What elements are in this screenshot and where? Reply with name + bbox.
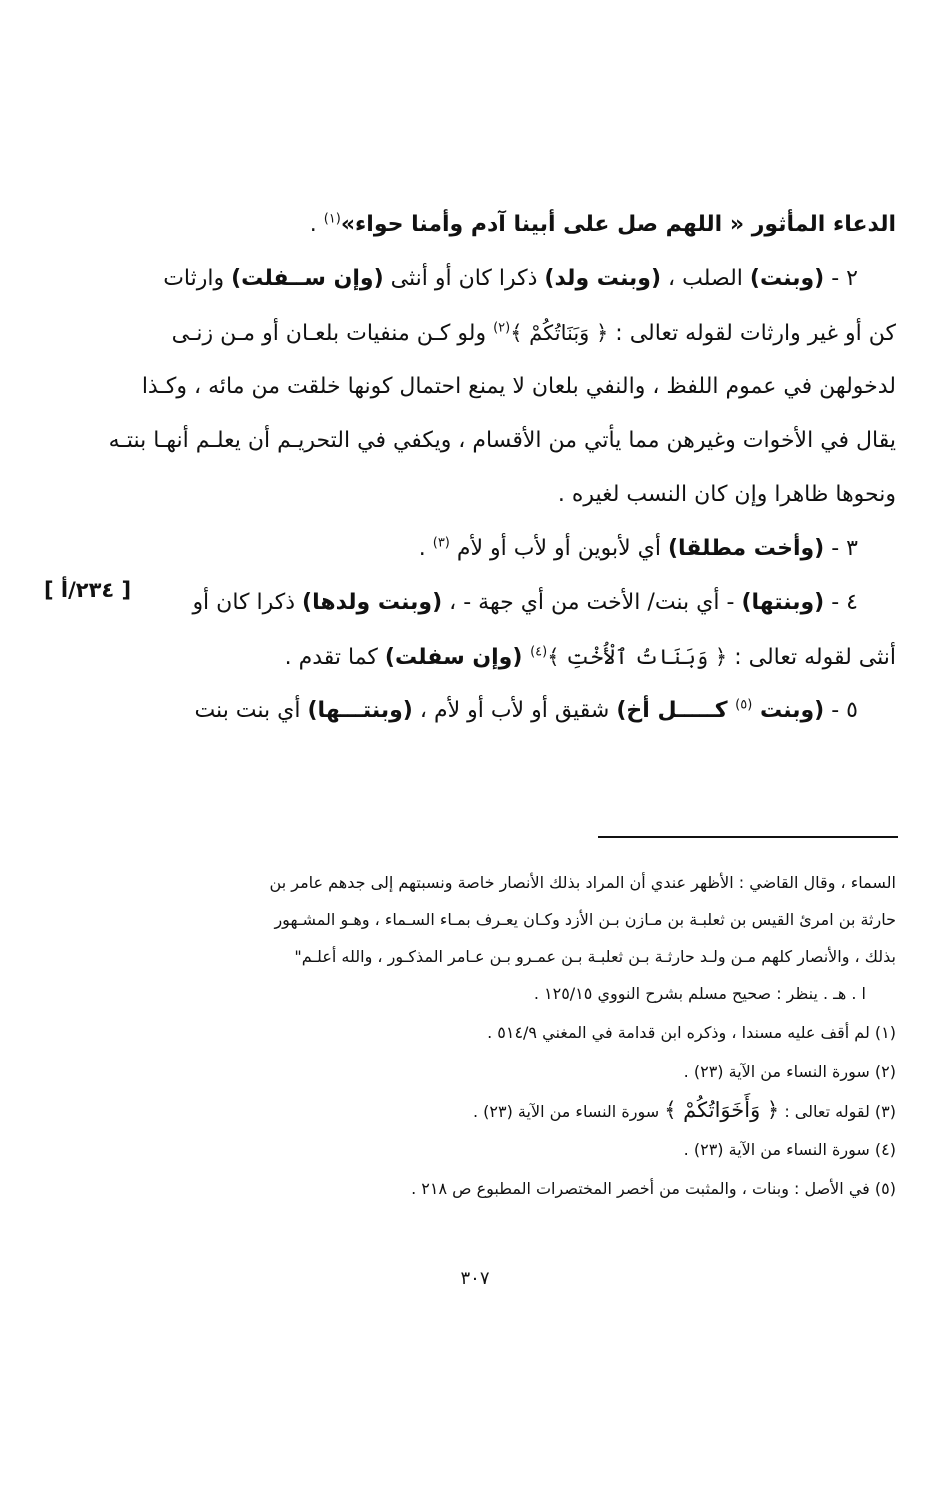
matn-term: (وبنتها) xyxy=(741,590,825,615)
footnote-text: (٣) لقوله تعالى : xyxy=(779,1102,896,1121)
text-segment: لدخولهن في عموم اللفظ ، والنفي بلعان لا يمنع احتمال كونها خلقت من مائه ، وكـذا xyxy=(141,374,896,399)
footnote-continuation-line: ا . هـ . ينظر : صحيح مسلم بشرح النووي ١٢٥/١٥ . xyxy=(533,984,866,1003)
footnote-1: (١) لم أقف عليه مسندا ، وذكره ابن قدامة في المغني ٥١٤/٩ . xyxy=(487,1023,896,1042)
text-line-6 xyxy=(148,468,896,522)
footnote-text: سورة النساء من الآية (٢٣) . xyxy=(472,1102,665,1121)
text-segment: ونحوها ظاهرا وإن كان النسب لغيره . xyxy=(557,482,896,507)
text-segment: كن أو غير وارثات لقوله تعالى : xyxy=(608,321,896,346)
item-number: ٣ - xyxy=(824,536,858,561)
matn-term: (وأخت مطلقا) xyxy=(667,536,825,561)
text-segment: أنثى لقوله تعالى : xyxy=(727,645,896,670)
footnote-ref-3: (٣) xyxy=(432,535,450,551)
footnotes xyxy=(148,864,896,1207)
matn-term: (وبنت xyxy=(752,698,825,723)
footnote-continuation-line: بذلك ، والأنصار كلهم مـن ولـد حارثـة بـن ثعلبـة بـن عمـرو بـن عـامر المذكـور ، والله أعلـم" xyxy=(294,947,896,966)
quran-verse: ﴿ وَبَنَاتُ ٱلْأُخْتِ ﴾ xyxy=(547,645,728,669)
footnote-3 xyxy=(148,1092,896,1129)
text-line-10 xyxy=(148,684,896,738)
matn-term: (وبنت ولدها) xyxy=(302,590,443,615)
text-segment: كما تقدم . xyxy=(284,645,385,670)
text-line-7 xyxy=(148,522,896,576)
footnote-continuation-line: السماء ، وقال القاضي : الأظهر عندي أن المراد بذلك الأنصار خاصة ونسبتهم إلى جدهم عامر بن xyxy=(269,873,896,892)
text-segment: أي بنت بنت xyxy=(194,698,308,723)
item-number: ٢ - xyxy=(824,266,858,291)
text-segment: الدعاء المأثور « xyxy=(722,212,896,237)
footnote-separator xyxy=(598,836,898,838)
footnote-ref-1: (١) xyxy=(323,211,341,227)
item-number: ٤ - xyxy=(824,590,858,615)
matn-term: (وإن ســفلت) xyxy=(231,266,384,291)
manuscript-folio-marker: [ ٢٣٤/أ ] xyxy=(44,578,132,602)
text-line-3 xyxy=(148,306,896,360)
main-text xyxy=(108,198,896,738)
page-number: ٣٠٧ xyxy=(460,1268,490,1289)
text-line-4 xyxy=(141,360,896,414)
text-line-5 xyxy=(108,414,896,468)
quran-verse: ﴿ وَبَنَاتُكُمْ ﴾ xyxy=(510,321,609,345)
text-segment: أي لأبوين أو لأب أو لأم xyxy=(449,536,668,561)
footnote-2: (٢) سورة النساء من الآية (٢٣) . xyxy=(683,1062,896,1081)
text-line-8 xyxy=(148,576,896,630)
footnote-ref-4: (٤) xyxy=(530,644,548,660)
quran-verse: ﴿ وَأَخَوَاتُكُمْ ﴾ xyxy=(664,1098,780,1122)
matn-term: (وبنت ولد) xyxy=(544,266,662,291)
text-line-2 xyxy=(148,252,896,306)
footnote-ref-2: (٢) xyxy=(493,320,511,336)
footnote-4: (٤) سورة النساء من الآية (٢٣) . xyxy=(683,1140,896,1159)
text-line-1 xyxy=(148,198,896,252)
text-segment: وارثات xyxy=(163,266,232,291)
text-segment: ذكرا كان أو أنثى xyxy=(383,266,545,291)
matn-term: (وإن سفلت) xyxy=(384,645,531,670)
text-segment: ذكرا كان أو xyxy=(192,590,303,615)
text-segment: . xyxy=(418,536,433,561)
text-segment: ولو كـن منفيات بلعـان أو مـن زنـى xyxy=(171,321,494,346)
footnote-ref-5: (٥) xyxy=(735,697,753,713)
quoted-prayer: اللهم صل على أبينا آدم وأمنا حواء» xyxy=(340,212,723,237)
text-segment: الصلب ، xyxy=(661,266,750,291)
item-number: ٥ - xyxy=(824,698,858,723)
footnote-continuation-line: حارثة بن امرئ القيس بن ثعلبـة بن مـازن بـن الأزد وكـان يعـرف بمـاء السـماء ، وهـو المشـهور xyxy=(274,910,896,929)
matn-term: (وبنتـــها) xyxy=(307,698,413,723)
footnote-5: (٥) في الأصل : وبنات ، والمثبت من أخصر المختصرات المطبوع ص ٢١٨ . xyxy=(411,1179,896,1198)
text-segment: - أي بنت/ الأخت من أي جهة - ، xyxy=(442,590,742,615)
matn-term: كـــــل أخ) xyxy=(616,698,736,723)
text-segment: يقال في الأخوات وغيرهن مما يأتي من الأقسام ، ويكفي في التحريـم أن يعلـم أنهـا بنتـه xyxy=(108,428,896,453)
text-line-9 xyxy=(148,630,896,684)
text-segment: شقيق أو لأب أو لأم ، xyxy=(412,698,617,723)
text-segment: . xyxy=(309,212,324,237)
matn-term: (وبنت) xyxy=(749,266,825,291)
